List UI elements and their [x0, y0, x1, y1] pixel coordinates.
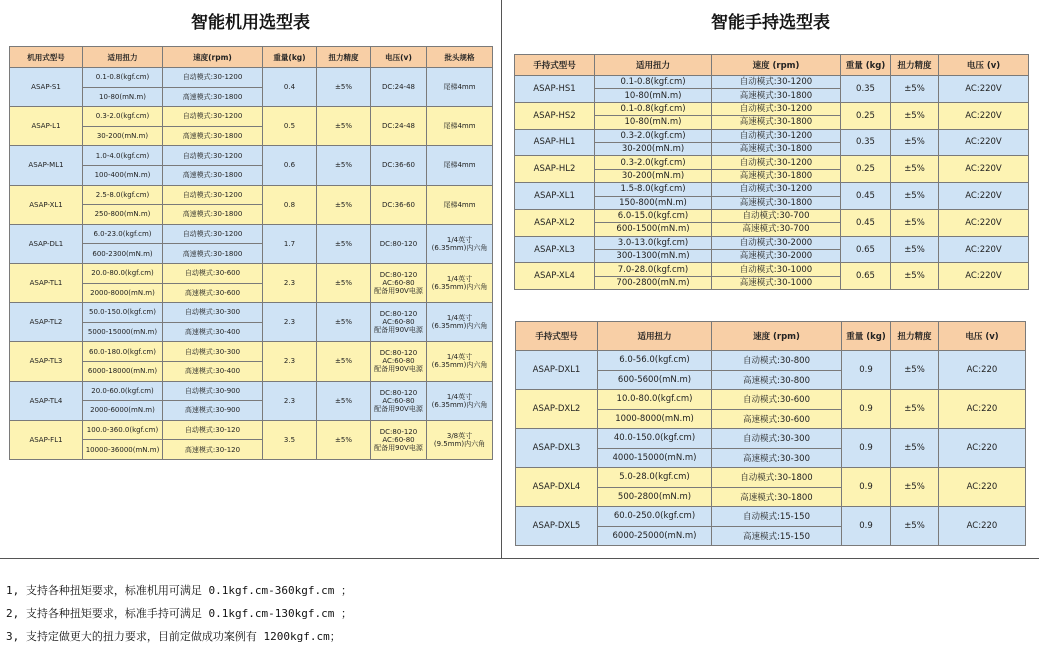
model-cell: ASAP-XL1	[10, 185, 83, 224]
header-weight: 重量 (kg)	[841, 55, 891, 76]
weight-cell: 0.9	[842, 351, 891, 390]
model-cell: ASAP-DXL4	[516, 468, 598, 507]
speed-high-cell: 高速模式:30-1800	[163, 244, 263, 264]
model-cell: ASAP-DXL5	[516, 507, 598, 546]
torque-kgf-cell: 6.0-56.0(kgf.cm)	[598, 351, 712, 371]
accuracy-cell: ±5%	[891, 429, 939, 468]
voltage-cell: AC:220V	[939, 183, 1029, 210]
weight-cell: 0.45	[841, 183, 891, 210]
speed-high-cell: 高速模式:30-2000	[712, 250, 841, 263]
weight-cell: 0.35	[841, 129, 891, 156]
header-voltage: 电压(v)	[371, 47, 427, 68]
table-row	[10, 146, 493, 166]
voltage-cell: AC:220	[939, 351, 1026, 390]
table-row	[10, 381, 493, 401]
speed-auto-cell: 自动模式:30-1200	[712, 183, 841, 196]
torque-mnm-cell: 2000-8000(mN.m)	[83, 283, 163, 303]
table-row	[516, 468, 1026, 488]
table-row	[516, 351, 1026, 371]
speed-high-cell: 高速模式:30-1800	[712, 487, 842, 507]
torque-mnm-cell: 10-80(mN.m)	[83, 87, 163, 107]
accuracy-cell: ±5%	[317, 107, 371, 146]
machine-table-title: 智能机用选型表	[191, 13, 310, 33]
weight-cell: 0.45	[841, 209, 891, 236]
accuracy-cell: ±5%	[891, 129, 939, 156]
model-cell: ASAP-ML1	[10, 146, 83, 185]
table-row	[10, 263, 493, 283]
model-cell: ASAP-DXL2	[516, 390, 598, 429]
torque-kgf-cell: 60.0-180.0(kgf.cm)	[83, 342, 163, 362]
speed-auto-cell: 自动模式:30-300	[163, 303, 263, 323]
accuracy-cell: ±5%	[891, 76, 939, 103]
header-torque: 适用扭力	[83, 47, 163, 68]
header-speed: 速度(rpm)	[163, 47, 263, 68]
accuracy-cell: ±5%	[317, 146, 371, 185]
speed-high-cell: 高速模式:30-1800	[163, 87, 263, 107]
header-speed: 速度 (rpm)	[712, 322, 842, 351]
torque-mnm-cell: 30-200(mN.m)	[83, 126, 163, 146]
voltage-cell: AC:220	[939, 390, 1026, 429]
voltage-cell: DC:24-48	[371, 68, 427, 107]
weight-cell: 0.65	[841, 236, 891, 263]
accuracy-cell: ±5%	[317, 342, 371, 381]
speed-auto-cell: 自动模式:30-2000	[712, 236, 841, 249]
torque-mnm-cell: 100-400(mN.m)	[83, 165, 163, 185]
torque-mnm-cell: 300-1300(mN.m)	[595, 250, 712, 263]
weight-cell: 0.25	[841, 156, 891, 183]
speed-high-cell: 高速模式:30-800	[712, 370, 842, 390]
header-torque: 适用扭力	[598, 322, 712, 351]
note-2: 2, 支持各种扭矩要求，标准手持可满足 0.1kgf.cm-130kgf.cm ；	[6, 607, 352, 620]
torque-kgf-cell: 1.5-8.0(kgf.cm)	[595, 183, 712, 196]
bit-cell: 1/4英寸 (6.35mm)内六角	[427, 303, 493, 342]
voltage-cell: AC:220	[939, 468, 1026, 507]
machine-table-body	[10, 68, 493, 460]
accuracy-cell: ±5%	[891, 156, 939, 183]
speed-auto-cell: 自动模式:30-1000	[712, 263, 841, 276]
model-cell: ASAP-XL2	[515, 209, 595, 236]
voltage-cell: DC:24-48	[371, 107, 427, 146]
table-row	[516, 429, 1026, 449]
header-torque: 适用扭力	[595, 55, 712, 76]
speed-auto-cell: 自动模式:30-1200	[163, 224, 263, 244]
torque-kgf-cell: 50.0-150.0(kgf.cm)	[83, 303, 163, 323]
torque-kgf-cell: 60.0-250.0(kgf.cm)	[598, 507, 712, 527]
bit-cell: 1/4英寸 (6.35mm)内六角	[427, 263, 493, 302]
accuracy-cell: ±5%	[891, 263, 939, 290]
accuracy-cell: ±5%	[317, 263, 371, 302]
model-cell: ASAP-XL1	[515, 183, 595, 210]
torque-kgf-cell: 7.0-28.0(kgf.cm)	[595, 263, 712, 276]
bit-cell: 1/4英寸 (6.35mm)内六角	[427, 342, 493, 381]
torque-mnm-cell: 10-80(mN.m)	[595, 89, 712, 102]
table-row	[10, 420, 493, 440]
weight-cell: 0.9	[842, 390, 891, 429]
voltage-cell: AC:220V	[939, 156, 1029, 183]
weight-cell: 2.3	[263, 342, 317, 381]
voltage-cell: AC:220	[939, 429, 1026, 468]
speed-high-cell: 高速模式:30-120	[163, 440, 263, 460]
bit-cell: 1/4英寸 (6.35mm)内六角	[427, 224, 493, 263]
speed-high-cell: 高速模式:30-400	[163, 361, 263, 381]
torque-mnm-cell: 4000-15000(mN.m)	[598, 448, 712, 468]
speed-auto-cell: 自动模式:30-1200	[712, 102, 841, 115]
torque-mnm-cell: 700-2800(mN.m)	[595, 276, 712, 289]
accuracy-cell: ±5%	[317, 303, 371, 342]
weight-cell: 0.9	[842, 429, 891, 468]
speed-high-cell: 高速模式:30-1800	[163, 126, 263, 146]
torque-kgf-cell: 0.1-0.8(kgf.cm)	[595, 76, 712, 89]
vertical-divider	[501, 0, 502, 558]
table-row	[10, 107, 493, 127]
weight-cell: 3.5	[263, 420, 317, 459]
speed-auto-cell: 自动模式:30-1200	[163, 185, 263, 205]
torque-kgf-cell: 0.3-2.0(kgf.cm)	[83, 107, 163, 127]
header-speed: 速度 (rpm)	[712, 55, 841, 76]
speed-high-cell: 高速模式:30-300	[712, 448, 842, 468]
weight-cell: 0.65	[841, 263, 891, 290]
speed-high-cell: 高速模式:30-1800	[163, 205, 263, 225]
model-cell: ASAP-TL3	[10, 342, 83, 381]
voltage-cell: DC:36-60	[371, 185, 427, 224]
torque-mnm-cell: 10-80(mN.m)	[595, 116, 712, 129]
speed-high-cell: 高速模式:30-600	[712, 409, 842, 429]
torque-mnm-cell: 500-2800(mN.m)	[598, 487, 712, 507]
accuracy-cell: ±5%	[317, 68, 371, 107]
model-cell: ASAP-TL2	[10, 303, 83, 342]
model-cell: ASAP-TL1	[10, 263, 83, 302]
voltage-cell: DC:80-120	[371, 224, 427, 263]
speed-high-cell: 高速模式:30-1000	[712, 276, 841, 289]
model-cell: ASAP-S1	[10, 68, 83, 107]
torque-mnm-cell: 600-1500(mN.m)	[595, 223, 712, 236]
speed-high-cell: 高速模式:30-1800	[712, 196, 841, 209]
speed-auto-cell: 自动模式:30-120	[163, 420, 263, 440]
weight-cell: 0.35	[841, 76, 891, 103]
torque-mnm-cell: 10000-36000(mN.m)	[83, 440, 163, 460]
table-row	[515, 209, 1029, 222]
speed-auto-cell: 自动模式:30-700	[712, 209, 841, 222]
header-model: 手持式型号	[515, 55, 595, 76]
accuracy-cell: ±5%	[891, 351, 939, 390]
voltage-cell: AC:220V	[939, 76, 1029, 103]
table-row	[516, 507, 1026, 527]
voltage-cell: AC:220V	[939, 209, 1029, 236]
table-row	[10, 224, 493, 244]
weight-cell: 2.3	[263, 381, 317, 420]
torque-mnm-cell: 250-800(mN.m)	[83, 205, 163, 225]
table-row	[515, 129, 1029, 142]
table-row	[515, 156, 1029, 169]
speed-auto-cell: 自动模式:30-300	[712, 429, 842, 449]
note-1: 1, 支持各种扭矩要求，标准机用可满足 0.1kgf.cm-360kgf.cm ；	[6, 584, 352, 597]
torque-kgf-cell: 0.3-2.0(kgf.cm)	[595, 156, 712, 169]
speed-auto-cell: 自动模式:30-1200	[712, 156, 841, 169]
table-header-row	[515, 55, 1029, 76]
bit-cell: 尾梯4mm	[427, 185, 493, 224]
model-cell: ASAP-HL1	[515, 129, 595, 156]
weight-cell: 2.3	[263, 303, 317, 342]
torque-mnm-cell: 30-200(mN.m)	[595, 142, 712, 155]
speed-high-cell: 高速模式:30-1800	[712, 116, 841, 129]
accuracy-cell: ±5%	[891, 209, 939, 236]
voltage-cell: DC:80-120 AC:60-80 配备用90V电源	[371, 263, 427, 302]
table-row	[10, 68, 493, 88]
voltage-cell: DC:80-120 AC:60-80 配备用90V电源	[371, 342, 427, 381]
speed-high-cell: 高速模式:30-1800	[163, 165, 263, 185]
header-model: 手持式型号	[516, 322, 598, 351]
voltage-cell: DC:36-60	[371, 146, 427, 185]
header-accuracy: 扭力精度	[891, 322, 939, 351]
table-row	[515, 183, 1029, 196]
voltage-cell: DC:80-120 AC:60-80 配备用90V电源	[371, 381, 427, 420]
speed-high-cell: 高速模式:30-400	[163, 322, 263, 342]
torque-kgf-cell: 10.0-80.0(kgf.cm)	[598, 390, 712, 410]
model-cell: ASAP-XL3	[515, 236, 595, 263]
torque-mnm-cell: 150-800(mN.m)	[595, 196, 712, 209]
handheld-selection-table-2	[515, 321, 1026, 546]
model-cell: ASAP-DXL1	[516, 351, 598, 390]
weight-cell: 0.9	[842, 507, 891, 546]
torque-mnm-cell: 6000-18000(mN.m)	[83, 361, 163, 381]
speed-high-cell: 高速模式:30-900	[163, 401, 263, 421]
bit-cell: 3/8英寸 (9.5mm)内六角	[427, 420, 493, 459]
weight-cell: 0.9	[842, 468, 891, 507]
table-row	[515, 236, 1029, 249]
model-cell: ASAP-DL1	[10, 224, 83, 263]
torque-mnm-cell: 5000-15000(mN.m)	[83, 322, 163, 342]
weight-cell: 0.4	[263, 68, 317, 107]
notes	[6, 579, 352, 646]
weight-cell: 0.5	[263, 107, 317, 146]
speed-high-cell: 高速模式:30-600	[163, 283, 263, 303]
speed-high-cell: 高速模式:30-1800	[712, 89, 841, 102]
torque-kgf-cell: 40.0-150.0(kgf.cm)	[598, 429, 712, 449]
speed-high-cell: 高速模式:30-1800	[712, 142, 841, 155]
torque-mnm-cell: 2000-6000(mN.m)	[83, 401, 163, 421]
torque-kgf-cell: 0.3-2.0(kgf.cm)	[595, 129, 712, 142]
accuracy-cell: ±5%	[891, 468, 939, 507]
torque-kgf-cell: 100.0-360.0(kgf.cm)	[83, 420, 163, 440]
accuracy-cell: ±5%	[891, 390, 939, 429]
accuracy-cell: ±5%	[891, 102, 939, 129]
model-cell: ASAP-L1	[10, 107, 83, 146]
torque-kgf-cell: 6.0-15.0(kgf.cm)	[595, 209, 712, 222]
handheld-table-2-body	[516, 351, 1026, 546]
table-row	[10, 342, 493, 362]
header-model: 机用式型号	[10, 47, 83, 68]
table-row	[515, 102, 1029, 115]
bit-cell: 1/4英寸 (6.35mm)内六角	[427, 381, 493, 420]
model-cell: ASAP-XL4	[515, 263, 595, 290]
table-row	[10, 185, 493, 205]
voltage-cell: DC:80-120 AC:60-80 配备用90V电源	[371, 420, 427, 459]
header-voltage: 电压 (v)	[939, 322, 1026, 351]
header-weight: 重量 (kg)	[842, 322, 891, 351]
handheld-table-title: 智能手持选型表	[711, 13, 830, 33]
handheld-selection-table-1	[514, 54, 1029, 290]
header-accuracy: 扭力精度	[891, 55, 939, 76]
torque-kgf-cell: 0.1-0.8(kgf.cm)	[595, 102, 712, 115]
table-row	[515, 76, 1029, 89]
speed-auto-cell: 自动模式:30-900	[163, 381, 263, 401]
table-row	[515, 263, 1029, 276]
weight-cell: 0.8	[263, 185, 317, 224]
torque-kgf-cell: 6.0-23.0(kgf.cm)	[83, 224, 163, 244]
accuracy-cell: ±5%	[891, 183, 939, 210]
speed-auto-cell: 自动模式:30-600	[163, 263, 263, 283]
voltage-cell: AC:220	[939, 507, 1026, 546]
voltage-cell: AC:220V	[939, 236, 1029, 263]
model-cell: ASAP-HS2	[515, 102, 595, 129]
weight-cell: 1.7	[263, 224, 317, 263]
accuracy-cell: ±5%	[317, 420, 371, 459]
horizontal-divider	[0, 558, 1039, 559]
speed-auto-cell: 自动模式:30-1200	[712, 76, 841, 89]
speed-high-cell: 高速模式:30-700	[712, 223, 841, 236]
accuracy-cell: ±5%	[891, 236, 939, 263]
model-cell: ASAP-DXL3	[516, 429, 598, 468]
bit-cell: 尾梯4mm	[427, 68, 493, 107]
torque-mnm-cell: 1000-8000(mN.m)	[598, 409, 712, 429]
handheld-table-1-body	[515, 76, 1029, 290]
torque-kgf-cell: 5.0-28.0(kgf.cm)	[598, 468, 712, 488]
speed-auto-cell: 自动模式:15-150	[712, 507, 842, 527]
machine-selection-table	[9, 46, 493, 460]
speed-high-cell: 高速模式:30-1800	[712, 169, 841, 182]
torque-kgf-cell: 2.5-8.0(kgf.cm)	[83, 185, 163, 205]
header-bit: 批头规格	[427, 47, 493, 68]
torque-mnm-cell: 600-2300(mN.m)	[83, 244, 163, 264]
model-cell: ASAP-HL2	[515, 156, 595, 183]
torque-kgf-cell: 20.0-80.0(kgf.cm)	[83, 263, 163, 283]
voltage-cell: DC:80-120 AC:60-80 配备用90V电源	[371, 303, 427, 342]
speed-auto-cell: 自动模式:30-1200	[163, 107, 263, 127]
model-cell: ASAP-FL1	[10, 420, 83, 459]
accuracy-cell: ±5%	[317, 381, 371, 420]
speed-auto-cell: 自动模式:30-1800	[712, 468, 842, 488]
speed-auto-cell: 自动模式:30-300	[163, 342, 263, 362]
speed-auto-cell: 自动模式:30-1200	[163, 68, 263, 88]
torque-kgf-cell: 3.0-13.0(kgf.cm)	[595, 236, 712, 249]
weight-cell: 0.25	[841, 102, 891, 129]
voltage-cell: AC:220V	[939, 102, 1029, 129]
torque-kgf-cell: 1.0-4.0(kgf.cm)	[83, 146, 163, 166]
accuracy-cell: ±5%	[317, 224, 371, 263]
table-header-row	[516, 322, 1026, 351]
accuracy-cell: ±5%	[317, 185, 371, 224]
torque-mnm-cell: 30-200(mN.m)	[595, 169, 712, 182]
speed-auto-cell: 自动模式:30-600	[712, 390, 842, 410]
model-cell: ASAP-TL4	[10, 381, 83, 420]
weight-cell: 0.6	[263, 146, 317, 185]
table-row	[516, 390, 1026, 410]
bit-cell: 尾梯4mm	[427, 146, 493, 185]
header-weight: 重量(kg)	[263, 47, 317, 68]
model-cell: ASAP-HS1	[515, 76, 595, 103]
torque-mnm-cell: 6000-25000(mN.m)	[598, 526, 712, 546]
speed-auto-cell: 自动模式:30-800	[712, 351, 842, 371]
weight-cell: 2.3	[263, 263, 317, 302]
voltage-cell: AC:220V	[939, 129, 1029, 156]
table-row	[10, 303, 493, 323]
torque-kgf-cell: 0.1-0.8(kgf.cm)	[83, 68, 163, 88]
torque-kgf-cell: 20.0-60.0(kgf.cm)	[83, 381, 163, 401]
speed-high-cell: 高速模式:15-150	[712, 526, 842, 546]
accuracy-cell: ±5%	[891, 507, 939, 546]
header-accuracy: 扭力精度	[317, 47, 371, 68]
bit-cell: 尾梯4mm	[427, 107, 493, 146]
header-voltage: 电压 (v)	[939, 55, 1029, 76]
voltage-cell: AC:220V	[939, 263, 1029, 290]
speed-auto-cell: 自动模式:30-1200	[712, 129, 841, 142]
note-3: 3, 支持定做更大的扭力要求，目前定做成功案例有 1200kgf.cm；	[6, 630, 341, 643]
speed-auto-cell: 自动模式:30-1200	[163, 146, 263, 166]
table-header-row	[10, 47, 493, 68]
torque-mnm-cell: 600-5600(mN.m)	[598, 370, 712, 390]
